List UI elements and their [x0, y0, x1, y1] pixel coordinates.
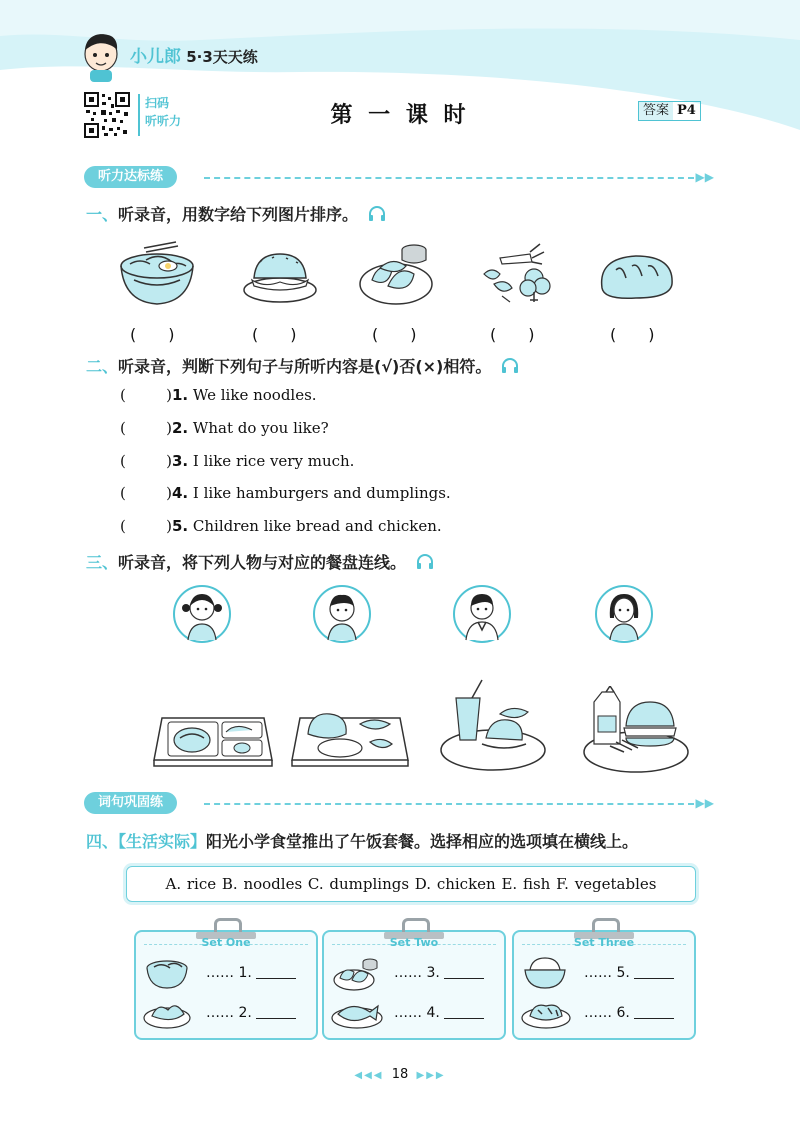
rice-bowl-icon [522, 956, 568, 990]
scan-line2: 听听力 [145, 114, 182, 128]
section-arrow-icon: ▶▶ [695, 170, 714, 184]
set-row: …… 5. [584, 964, 674, 981]
vegetables-image [476, 238, 556, 306]
q1-blank-4[interactable]: ( ) [490, 325, 535, 344]
girl-pigtails-portrait [172, 584, 232, 644]
headphones-icon[interactable] [368, 206, 386, 222]
brand-series: 5·3天天练 [186, 48, 258, 66]
q2-item-3 [120, 452, 354, 470]
q2-item-text: Children like bread and chicken. [192, 517, 442, 535]
question-4-number: 四、 [86, 832, 119, 851]
q2-item-text: I like rice very much. [192, 452, 355, 470]
q1-blank-3[interactable]: ( ) [372, 325, 417, 344]
woman-portrait [594, 584, 654, 644]
q2-item-2 [120, 419, 329, 437]
set-card-3 [512, 930, 696, 1040]
prev-arrows-icon: ◀◀◀ [354, 1070, 384, 1081]
set-title: Set Three [573, 936, 635, 949]
section-title-listening: 听力达标练 [84, 166, 177, 188]
bread-image [596, 248, 678, 306]
q2-item-number: 1. [172, 386, 189, 404]
boy-portrait [312, 584, 372, 644]
q1-blank-1[interactable]: ( ) [130, 325, 175, 344]
section-arrow-icon: ▶▶ [695, 796, 714, 810]
answer-page: P4 [677, 103, 696, 118]
answer-blank-4[interactable] [444, 1004, 484, 1019]
fish-dish-icon [330, 996, 384, 1030]
q2-answer-box-5[interactable]: ( ) [120, 517, 172, 535]
noodles-bowl-icon [144, 956, 190, 990]
tray-noodles-image [152, 708, 274, 772]
q2-item-4 [120, 484, 451, 502]
headphones-icon[interactable] [501, 358, 519, 374]
set-title: Set One [201, 936, 251, 949]
set-row: …… 2. [206, 1004, 296, 1021]
q2-item-5 [120, 517, 442, 535]
section-bar-listening [84, 166, 714, 190]
page-number-footer [0, 1067, 800, 1082]
question-4-text: 阳光小学食堂推出了午饭套餐。选择相应的选项填在横线上。 [206, 832, 639, 851]
question-2-number: 二、 [86, 357, 119, 376]
answer-blank-6[interactable] [634, 1004, 674, 1019]
q2-answer-box-3[interactable]: ( ) [120, 452, 172, 470]
plate-drink-burger-image [438, 678, 548, 774]
set-card-1 [134, 930, 318, 1040]
q2-item-number: 5. [172, 517, 189, 535]
set-row: …… 3. [394, 964, 484, 981]
chicken-dish-icon [520, 996, 572, 1030]
q2-item-number: 2. [172, 419, 189, 437]
question-1 [86, 202, 386, 225]
q2-item-number: 4. [172, 484, 189, 502]
question-1-text: 听录音，用数字给下列图片排序。 [118, 205, 359, 224]
set-row: …… 1. [206, 964, 296, 981]
question-3-text: 听录音，将下列人物与对应的餐盘连线。 [118, 553, 407, 572]
set-row: …… 4. [394, 1004, 484, 1021]
tray-chicken-rice-image [290, 704, 410, 772]
q1-blank-5[interactable]: ( ) [610, 325, 655, 344]
next-arrows-icon: ▶▶▶ [416, 1070, 446, 1081]
q2-item-number: 3. [172, 452, 189, 470]
question-2 [86, 354, 519, 377]
q2-answer-box-4[interactable]: ( ) [120, 484, 172, 502]
q2-item-text: We like noodles. [192, 386, 317, 404]
set-row: …… 6. [584, 1004, 674, 1021]
section-title-vocabulary: 词句巩固练 [84, 792, 177, 814]
plate-milk-burger-image [580, 686, 692, 774]
question-4 [86, 829, 638, 852]
question-3 [86, 550, 434, 573]
question-2-text: 听录音，判断下列句子与所听内容是(√)否(×)相符。 [118, 357, 492, 376]
set-card-2 [322, 930, 506, 1040]
scan-line1: 扫码 [145, 96, 170, 110]
answer-label: 答案 [639, 102, 673, 120]
answer-badge[interactable] [638, 101, 701, 121]
q2-answer-box-2[interactable]: ( ) [120, 419, 172, 437]
options-box: A. rice B. noodles C. dumplings D. chicken E. fish F. vegetables [126, 866, 696, 902]
q2-item-text: What do you like? [192, 419, 329, 437]
dumplings-icon [332, 954, 382, 992]
set-title: Set Two [389, 936, 439, 949]
question-1-number: 一、 [86, 205, 119, 224]
vegetables-dish-icon [142, 996, 192, 1030]
brand [130, 42, 258, 67]
noodles-bowl-image [116, 240, 198, 308]
q2-item-text: I like hamburgers and dumplings. [192, 484, 451, 502]
q2-item-1 [120, 386, 317, 404]
q1-blank-2[interactable]: ( ) [252, 325, 297, 344]
q2-answer-box-1[interactable]: ( ) [120, 386, 172, 404]
dumplings-image [358, 240, 440, 308]
answer-blank-5[interactable] [634, 964, 674, 979]
answer-blank-3[interactable] [444, 964, 484, 979]
question-4-tag: 【生活实际】 [118, 832, 207, 851]
answer-blank-1[interactable] [256, 964, 296, 979]
answer-blank-2[interactable] [256, 1004, 296, 1019]
section-bar-vocabulary [84, 792, 714, 816]
question-3-number: 三、 [86, 553, 119, 572]
mascot-icon [78, 30, 124, 82]
page-title: 第 一 课 时 [330, 103, 470, 128]
hamburger-image [240, 248, 320, 308]
headphones-icon[interactable] [416, 554, 434, 570]
page-number: 18 [391, 1067, 409, 1082]
brand-name: 小儿郎 [130, 47, 181, 67]
man-portrait [452, 584, 512, 644]
